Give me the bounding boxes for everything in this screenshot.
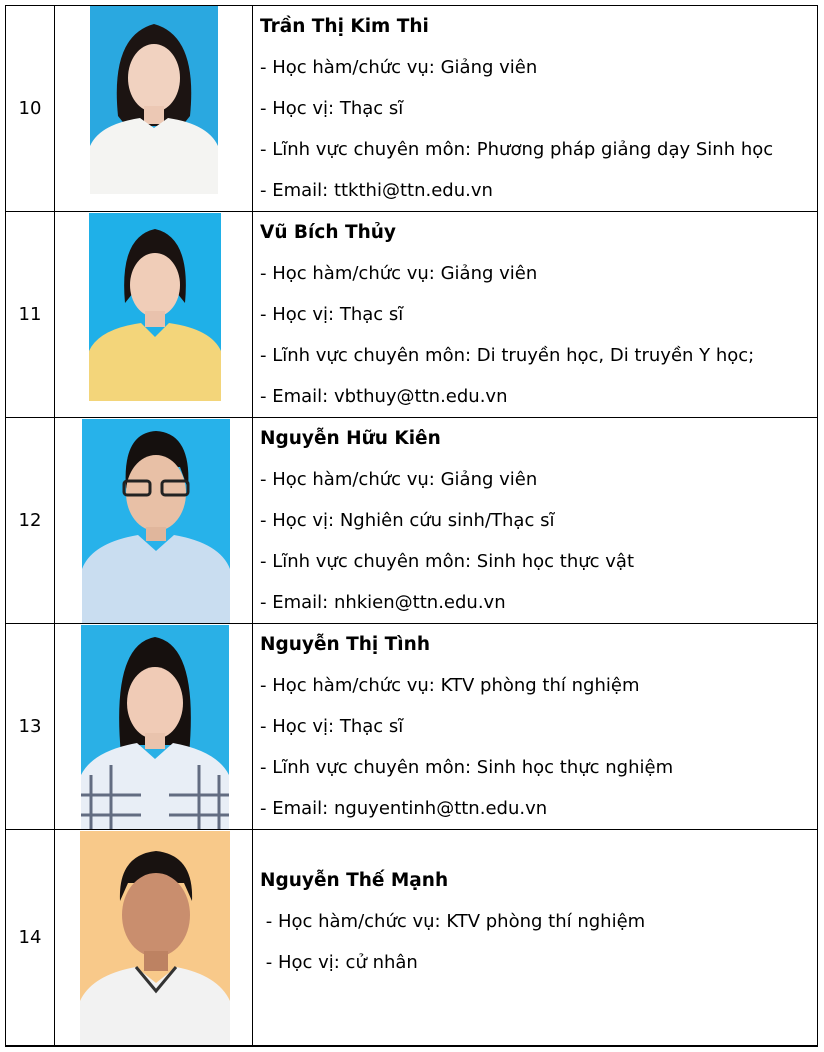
degree-line: - Học vị: Thạc sĩ	[260, 98, 404, 119]
portrait-photo	[81, 625, 229, 829]
info-cell	[253, 830, 818, 1046]
email-line: - Email: nhkien@ttn.edu.vn	[260, 592, 506, 613]
staff-name: Nguyễn Thế Mạnh	[260, 870, 449, 891]
row-index: 11	[6, 212, 55, 418]
table-row	[6, 830, 818, 1046]
email-line: - Email: ttkthi@ttn.edu.vn	[260, 180, 493, 201]
staff-name: Nguyễn Hữu Kiên	[260, 428, 441, 449]
portrait-photo	[89, 213, 221, 401]
row-index: 12	[6, 418, 55, 624]
photo-cell	[55, 830, 253, 1046]
field-line: - Lĩnh vực chuyên môn: Di truyền học, Di truyền Y học;	[260, 345, 755, 366]
info-cell	[253, 6, 818, 212]
title-line: - Học hàm/chức vụ: KTV phòng thí nghiệm	[260, 911, 646, 932]
email-line: - Email: vbthuy@ttn.edu.vn	[260, 386, 508, 407]
bottom-border	[5, 1046, 818, 1047]
photo-cell	[55, 6, 253, 212]
portrait-photo	[80, 831, 230, 1045]
photo-cell	[55, 624, 253, 830]
email-line: - Email: nguyentinh@ttn.edu.vn	[260, 798, 548, 819]
table-row	[6, 418, 818, 624]
info-cell	[253, 624, 818, 830]
portrait-photo	[82, 419, 230, 623]
degree-line: - Học vị: cử nhân	[260, 952, 418, 973]
table-row	[6, 6, 818, 212]
staff-name: Vũ Bích Thủy	[260, 222, 396, 243]
info-cell	[253, 212, 818, 418]
row-index: 14	[6, 830, 55, 1046]
info-cell	[253, 418, 818, 624]
field-line: - Lĩnh vực chuyên môn: Sinh học thực nghiệm	[260, 757, 674, 778]
portrait-photo	[90, 6, 218, 194]
table-row	[6, 624, 818, 830]
photo-cell	[55, 212, 253, 418]
title-line: - Học hàm/chức vụ: Giảng viên	[260, 57, 538, 78]
degree-line: - Học vị: Thạc sĩ	[260, 304, 404, 325]
staff-name: Nguyễn Thị Tình	[260, 634, 430, 655]
field-line: - Lĩnh vực chuyên môn: Phương pháp giảng dạy Sinh học	[260, 139, 774, 160]
field-line: - Lĩnh vực chuyên môn: Sinh học thực vật	[260, 551, 635, 572]
staff-table	[5, 5, 818, 1046]
title-line: - Học hàm/chức vụ: KTV phòng thí nghiệm	[260, 675, 640, 696]
degree-line: - Học vị: Nghiên cứu sinh/Thạc sĩ	[260, 510, 555, 531]
row-index: 10	[6, 6, 55, 212]
title-line: - Học hàm/chức vụ: Giảng viên	[260, 469, 538, 490]
staff-name: Trần Thị Kim Thi	[260, 16, 429, 37]
row-index: 13	[6, 624, 55, 830]
photo-cell	[55, 418, 253, 624]
degree-line: - Học vị: Thạc sĩ	[260, 716, 404, 737]
table-row	[6, 212, 818, 418]
title-line: - Học hàm/chức vụ: Giảng viên	[260, 263, 538, 284]
